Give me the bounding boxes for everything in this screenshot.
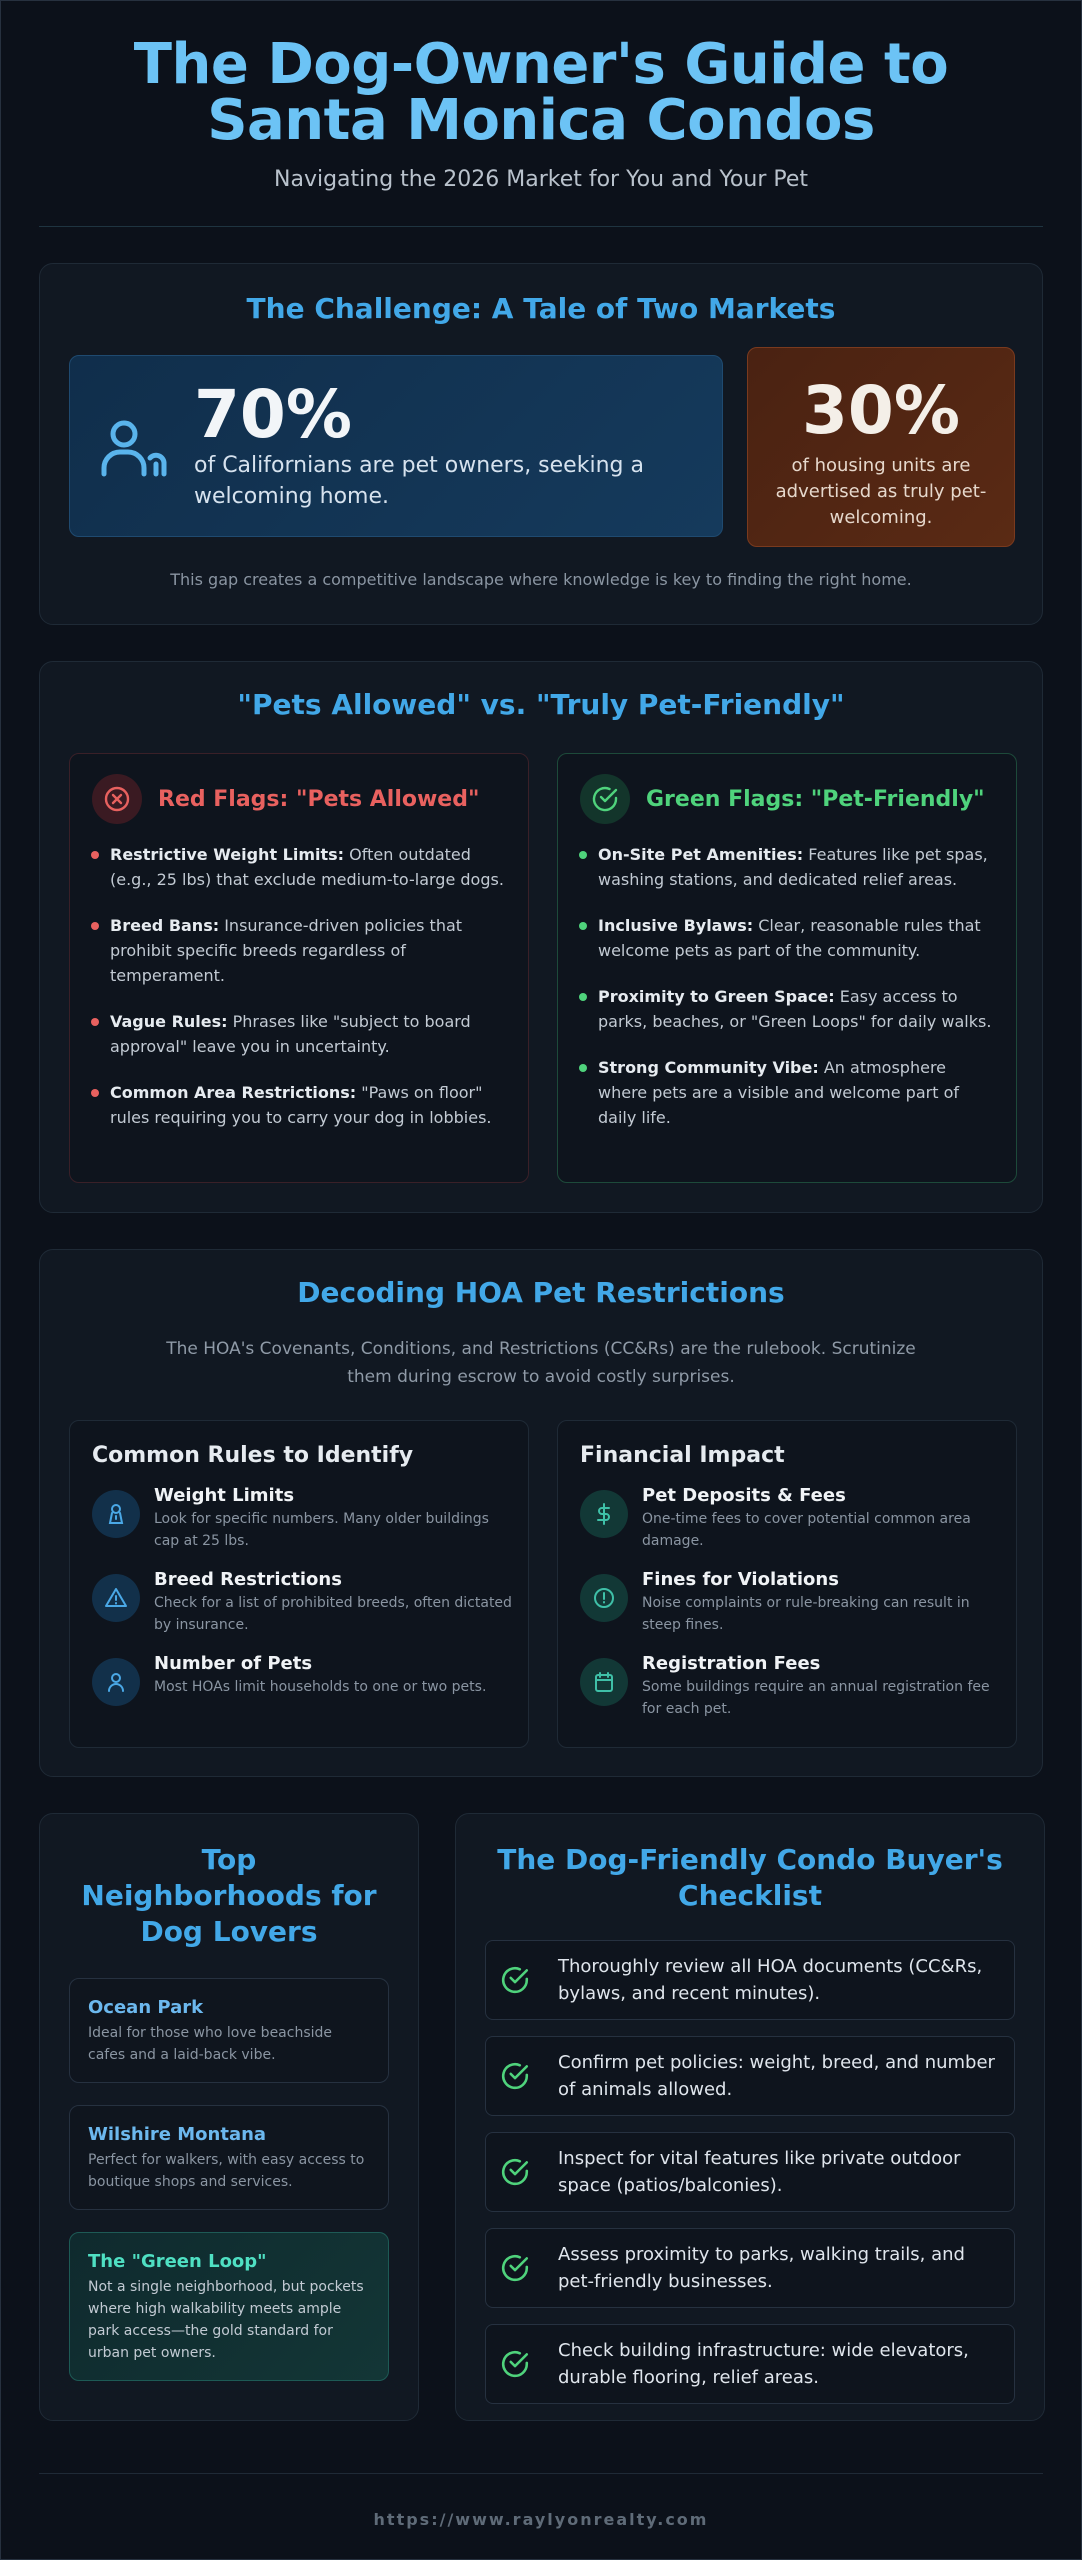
red-flag-item-text: Often outdated (e.g., 25 lbs) that exclude medium-to-large dogs. <box>110 845 504 889</box>
common-rules-title: Common Rules to Identify <box>92 1443 414 1468</box>
neighborhood-name: Ocean Park <box>88 1997 204 2018</box>
challenge-section <box>39 263 1043 625</box>
check-circle-icon <box>500 1965 530 1995</box>
red-flag-item-label: Common Area Restrictions: <box>110 1083 357 1102</box>
checklist-item <box>485 2036 1015 2116</box>
header-divider <box>39 226 1043 227</box>
bottom-row <box>39 1813 1043 2421</box>
financial-item <box>580 1652 1000 1720</box>
checklist-item-text: Confirm pet policies: weight, breed, and number of animals allowed. <box>558 2052 995 2100</box>
hoa-intro: The HOA's Covenants, Conditions, and Restrictions (CC&Rs) are the rulebook. Scrutinize them during escrow to avoid costly surprises. <box>166 1339 916 1387</box>
hoa-rule-desc: Most HOAs limit households to one or two pets. <box>154 1679 487 1695</box>
neighborhood-desc: Ideal for those who love beachside cafes and a laid-back vibe. <box>88 2025 333 2063</box>
check-circle-icon <box>500 2157 530 2187</box>
green-flag-item-text: An atmosphere where pets are a visible and welcome part of daily life. <box>598 1058 959 1127</box>
flags-section <box>39 661 1043 1213</box>
checklist-item-text: Inspect for vital features like private outdoor space (patios/balconies). <box>558 2148 961 2196</box>
pet-welcoming-percent: 30% <box>802 372 960 449</box>
pet-owners-label: of Californians are pet owners, seeking a welcoming home. <box>194 453 644 509</box>
red-flag-item-label: Restrictive Weight Limits: <box>110 845 345 864</box>
pet-owners-stat-card <box>69 355 723 537</box>
challenge-note: This gap creates a competitive landscape where knowledge is key to finding the right home. <box>170 570 912 589</box>
pet-owner-icon <box>100 418 170 482</box>
check-circle-icon <box>580 774 630 824</box>
red-flag-item-label: Breed Bans: <box>110 916 220 935</box>
check-circle-icon <box>500 2061 530 2091</box>
checklist-item-text: Thoroughly review all HOA documents (CC&Rs, bylaws, and recent minutes). <box>558 1956 983 2004</box>
user-icon <box>92 1658 140 1706</box>
green-flag-item <box>598 1055 992 1130</box>
financial-title: Registration Fees <box>642 1653 821 1674</box>
green-flags-card <box>557 753 1017 1183</box>
neighborhood-card-green-loop <box>69 2232 389 2381</box>
green-flags-title: Green Flags: "Pet-Friendly" <box>646 786 985 812</box>
hoa-rule-title: Number of Pets <box>154 1653 313 1674</box>
red-flags-card <box>69 753 529 1183</box>
financial-impact-title: Financial Impact <box>580 1443 785 1468</box>
green-flag-item-text: Easy access to parks, beaches, or "Green Loops" for daily walks. <box>598 987 992 1031</box>
page-title: The Dog-Owner's Guide to Santa Monica Condos <box>133 32 949 153</box>
neighborhood-name: The "Green Loop" <box>88 2251 267 2272</box>
green-flag-item-label: Proximity to Green Space: <box>598 987 835 1006</box>
checklist-item <box>485 2324 1015 2404</box>
financial-impact-card <box>557 1420 1017 1748</box>
red-flag-item <box>110 842 504 892</box>
neighborhoods-section <box>39 1813 419 2421</box>
checklist-item-text: Check building infrastructure: wide elevators, durable flooring, relief areas. <box>558 2340 969 2388</box>
green-flag-item-label: Inclusive Bylaws: <box>598 916 754 935</box>
checklist-item <box>485 1940 1015 2020</box>
dollar-icon <box>580 1490 628 1538</box>
financial-desc: One-time fees to cover potential common area damage. <box>642 1511 971 1549</box>
x-circle-icon <box>92 774 142 824</box>
financial-desc: Noise complaints or rule-breaking can result in steep fines. <box>642 1595 970 1633</box>
green-flag-item-label: On-Site Pet Amenities: <box>598 845 804 864</box>
check-circle-icon <box>500 2253 530 2283</box>
red-flag-item <box>110 913 504 988</box>
neighborhood-desc: Perfect for walkers, with easy access to boutique shops and services. <box>88 2152 365 2190</box>
green-flag-item <box>598 984 992 1034</box>
hoa-rule-item <box>92 1484 512 1552</box>
red-flag-item-text: "Paws on floor" rules requiring you to carry your dog in lobbies. <box>110 1083 492 1127</box>
neighborhood-card-wilshire-montana <box>69 2105 389 2210</box>
hoa-rule-title: Weight Limits <box>154 1485 295 1506</box>
checklist-section <box>455 1813 1045 2421</box>
footer-url[interactable]: https://www.raylyonrealty.com <box>373 2510 709 2529</box>
hoa-rule-desc: Check for a list of prohibited breeds, often dictated by insurance. <box>154 1595 512 1633</box>
financial-item <box>580 1568 1000 1636</box>
green-flag-item-text: Features like pet spas, washing stations, and dedicated relief areas. <box>598 845 988 889</box>
hoa-rule-desc: Look for specific numbers. Many older buildings cap at 25 lbs. <box>154 1511 489 1549</box>
red-flags-title: Red Flags: "Pets Allowed" <box>158 786 480 812</box>
neighborhood-desc: Not a single neighborhood, but pockets where high walkability meets ample park access—the gold standard for urban pet owners. <box>88 2279 364 2361</box>
check-circle-icon <box>500 2349 530 2379</box>
common-rules-card <box>69 1420 529 1748</box>
red-flag-item <box>110 1080 504 1130</box>
green-flag-item <box>598 842 992 892</box>
hoa-section <box>39 1249 1043 1777</box>
hoa-title: Decoding HOA Pet Restrictions <box>297 1276 785 1309</box>
hoa-rule-title: Breed Restrictions <box>154 1569 342 1590</box>
hoa-rule-item <box>92 1568 512 1636</box>
red-flag-item-text: Insurance-driven policies that prohibit specific breeds regardless of temperament. <box>110 916 463 985</box>
pet-welcoming-label: of housing units are advertised as truly pet-welcoming. <box>775 455 987 528</box>
pet-owners-percent: 70% <box>194 376 352 453</box>
red-flag-item-text: Phrases like "subject to board approval" leave you in uncertainty. <box>110 1012 471 1056</box>
footer-divider <box>39 2473 1043 2474</box>
green-flag-item <box>598 913 992 963</box>
checklist-item <box>485 2228 1015 2308</box>
flags-title: "Pets Allowed" vs. "Truly Pet-Friendly" <box>237 688 845 721</box>
challenge-title: The Challenge: A Tale of Two Markets <box>246 292 836 325</box>
green-flag-item-text: Clear, reasonable rules that welcome pets as part of the community. <box>598 916 981 960</box>
alert-circle-icon <box>580 1574 628 1622</box>
hoa-rule-item <box>92 1652 512 1706</box>
financial-title: Fines for Violations <box>642 1569 839 1590</box>
calendar-icon <box>580 1658 628 1706</box>
green-flag-item-label: Strong Community Vibe: <box>598 1058 819 1077</box>
financial-desc: Some buildings require an annual registration fee for each pet. <box>642 1679 990 1717</box>
neighborhood-card-ocean-park <box>69 1978 389 2083</box>
red-flag-item-label: Vague Rules: <box>110 1012 228 1031</box>
neighborhood-name: Wilshire Montana <box>88 2124 267 2145</box>
pet-welcoming-stat-card <box>747 347 1015 547</box>
red-flag-item <box>110 1009 504 1059</box>
checklist-item-text: Assess proximity to parks, walking trails, and pet-friendly businesses. <box>558 2244 965 2292</box>
financial-title: Pet Deposits & Fees <box>642 1485 846 1506</box>
neighborhoods-title: Top Neighborhoods for Dog Lovers <box>81 1843 377 1948</box>
warning-icon <box>92 1574 140 1622</box>
financial-item <box>580 1484 1000 1552</box>
checklist-title: The Dog-Friendly Condo Buyer's Checklist <box>497 1843 1003 1912</box>
page-subtitle: Navigating the 2026 Market for You and Your Pet <box>274 167 808 192</box>
checklist-item <box>485 2132 1015 2212</box>
weight-icon <box>92 1490 140 1538</box>
